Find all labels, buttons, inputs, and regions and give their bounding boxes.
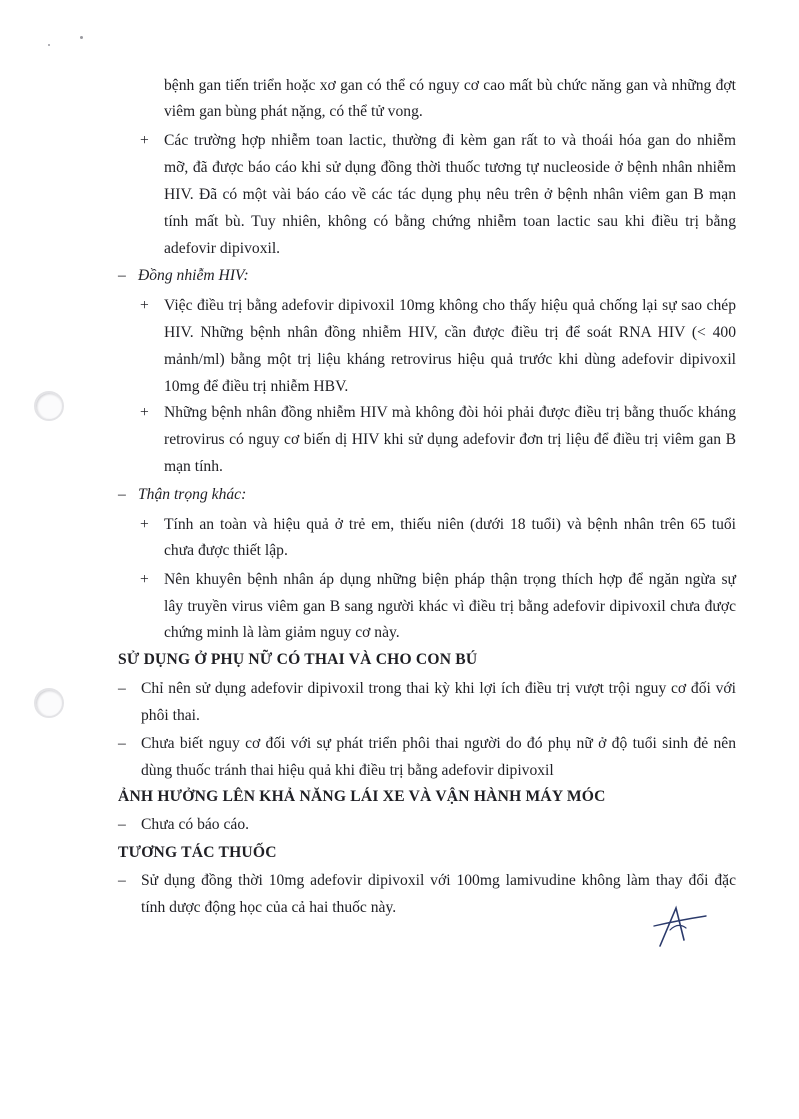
plus-bullet: + bbox=[140, 132, 149, 149]
bullet-line: mỡ, đã được báo cáo khi sử dụng đồng thời thuốc tương tự nucleoside ở bệnh nhân nhiễm bbox=[164, 159, 736, 176]
punch-hole-bottom bbox=[34, 688, 64, 718]
bullet-line: Các trường hợp nhiễm toan lactic, thường đi kèm gan rất to và thoái hóa gan do nhiễm bbox=[164, 132, 736, 149]
bullet-line: 10mg để điều trị nhiễm HBV. bbox=[164, 378, 349, 395]
subheading-other-precautions: Thận trọng khác: bbox=[138, 486, 247, 503]
plus-bullet: + bbox=[140, 516, 149, 533]
bullet-line: retrovirus có nguy cơ biến dị HIV khi sử dụng adefovir đơn trị liệu để điều trị viêm gan B bbox=[164, 431, 736, 448]
bullet-line: dùng thuốc tránh thai hiệu quả khi điều trị bằng adefovir dipivoxil bbox=[141, 762, 554, 779]
handwritten-signature bbox=[640, 900, 720, 950]
bullet-line: phôi thai. bbox=[141, 707, 200, 724]
bullet-line: HIV. Đã có một vài báo cáo về các tác dụng phụ nêu trên ở bệnh nhân viêm gan B mạn bbox=[164, 186, 736, 203]
section-heading-driving: ẢNH HƯỞNG LÊN KHẢ NĂNG LÁI XE VÀ VẬN HÀNH MÁY MÓC bbox=[118, 788, 606, 805]
section-heading-pregnancy: SỬ DỤNG Ở PHỤ NỮ CÓ THAI VÀ CHO CON BÚ bbox=[118, 651, 478, 668]
dash-bullet: – bbox=[118, 816, 126, 833]
plus-bullet: + bbox=[140, 404, 149, 421]
bullet-line: lây truyền virus viêm gan B sang người khác vì điều trị bằng adefovir dipivoxil chưa được bbox=[164, 598, 736, 615]
dash-bullet: – bbox=[118, 486, 126, 503]
bullet-line: mảnh/ml) bằng một trị liệu kháng retrovirus hiệu quả trước khi dùng adefovir dipivoxil bbox=[164, 351, 736, 368]
plus-bullet: + bbox=[140, 571, 149, 588]
section-heading-interactions: TƯƠNG TÁC THUỐC bbox=[118, 844, 277, 861]
bullet-line: Chỉ nên sử dụng adefovir dipivoxil trong thai kỳ khi lợi ích điều trị vượt trội nguy cơ đối với bbox=[141, 680, 736, 697]
paragraph-line: viêm gan bùng phát nặng, có thể tử vong. bbox=[164, 103, 423, 120]
scan-speck bbox=[80, 36, 83, 39]
paragraph-line: bệnh gan tiến triển hoặc xơ gan có thể có nguy cơ cao mất bù chức năng gan và những đợt bbox=[164, 77, 736, 94]
bullet-line: chưa được thiết lập. bbox=[164, 542, 288, 559]
bullet-line: mạn tính. bbox=[164, 458, 223, 475]
punch-hole-top bbox=[34, 391, 64, 421]
bullet-line: Những bệnh nhân đồng nhiễm HIV mà không đòi hỏi phải được điều trị bằng thuốc kháng bbox=[164, 404, 736, 421]
plus-bullet: + bbox=[140, 297, 149, 314]
subheading-hiv-coinfection: Đồng nhiễm HIV: bbox=[138, 267, 249, 284]
bullet-line: Sử dụng đồng thời 10mg adefovir dipivoxil với 100mg lamivudine không làm thay đổi đặc bbox=[141, 872, 736, 889]
dash-bullet: – bbox=[118, 267, 126, 284]
bullet-line: Nên khuyên bệnh nhân áp dụng những biện pháp thận trọng thích hợp để ngăn ngừa sự bbox=[164, 571, 736, 588]
dash-bullet: – bbox=[118, 680, 126, 697]
bullet-line: chứng minh là làm giảm nguy cơ này. bbox=[164, 624, 400, 641]
bullet-line: adefovir dipivoxil. bbox=[164, 240, 281, 257]
bullet-line: Chưa có báo cáo. bbox=[141, 816, 250, 833]
bullet-line: tính dược động học của cả hai thuốc này. bbox=[141, 899, 397, 916]
bullet-line: HIV. Những bệnh nhân đồng nhiễm HIV, cần được điều trị để soát RNA HIV (< 400 bbox=[164, 324, 736, 341]
dash-bullet: – bbox=[118, 735, 126, 752]
dash-bullet: – bbox=[118, 872, 126, 889]
bullet-line: Chưa biết nguy cơ đối với sự phát triển phôi thai người do đó phụ nữ ở độ tuổi sinh đẻ nên bbox=[141, 735, 736, 752]
scan-speck bbox=[48, 44, 50, 46]
bullet-line: Tính an toàn và hiệu quả ở trẻ em, thiếu niên (dưới 18 tuổi) và bệnh nhân trên 65 tuổi bbox=[164, 516, 736, 533]
bullet-line: tính mất bù. Tuy nhiên, không có bằng chứng nhiễm toan lactic sau khi điều trị bằng bbox=[164, 213, 736, 230]
bullet-line: Việc điều trị bằng adefovir dipivoxil 10mg không cho thấy hiệu quả chống lại sự sao chép bbox=[164, 297, 736, 314]
